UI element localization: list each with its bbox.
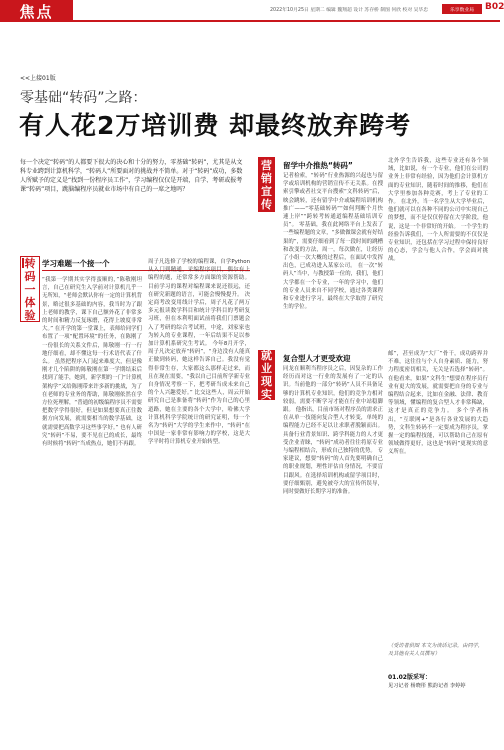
photo-credit: （受访者供图 本文为谈话记录，由同学，及其他有关人员撰写） [388,643,484,657]
section-3-col-2: 邮”，甚至成为“大厂”骨干，成功跨界并不难，这往往与个人自身素质、能力，努力程度密切相关，无关是否选择“转码”。 在他看来，如果“文科生”想要在程序员行业有更大的发展，就需要把自身的专业与编程结合起来，比如在金融、法律、教育等领域，懂编程的复合型人才非常稀缺，这才是真正的竞争力。 多个学者指出，“互联网+”是各行各业发展的大趋势，文科生转码不一定要成为程序员，掌握一定的编程技能，可以帮助自己在原有领域做得更好，这也是“转码”更现实的意义所在。 [388,351,488,456]
section-1-col-2: 周子凡选修了学校的编程课，自学Python从入门到精通，采编程序项目，偶尔有上编程的题，还常常多方面课的资源帮助。目前学习的课程对编程课来说还很远，还在研究新题的语言，可能会慢慢提升。 决定商考改变用线计学后，周子凡花了两万多元报读数学科目和统计学科目的考研复习班，但在本利明面试前将我们门票题会入了考研的综合考试班，中途，刘家家也为转入的专业课程，一年后结果不足以参加计算机系研究生考试。 今年8月开学，周子凡决定放弃“转码”，“身边没有人能真正做到转码，她这样告诉自己。我没有觉得非常生存，大家都这么那样走过来，而且在现在需要，“我以自己目前所学新专业自身情况考察一下，把考研当成未来自己的个人兴趣爱好。” 比交这些人，周云开始研究自己是准备将“转码”作为自己的心里道路，她在主要的各个大学中，哈佛大学计算机科学学院统计的研究证明，每一个名为“转码”大学的学生来作中，“转码”在中国是一家非常有影响力的学校，这是大学平时将计算机专业开始转型。 [148,259,250,446]
badge-char: 转 [24,256,36,270]
badge-char: 一 [24,282,36,296]
section-logo: 焦点 [0,0,73,22]
section-title-3: 复合型人才更受欢迎 [283,354,351,363]
badge-char: 体 [24,295,36,309]
section-2-col-1: 记者检索，“转码”行业热源的兴起也与留学或培训机构的营销宣传不无关系。在搜索引擎或者社交平台搜索“文科转码”后，映会跳转，还有留学中介或编程培训机构推广——“零基础转码”“如何判断个月快速上岸”“跨转考转通道编程基础培训专员”。 零基础，我在此网络平台上发表了一些编程题的文章，“多做做课会就有好结果的”，需要仔细看到了每一段时间的跳槽和改变的方法，周一，每次做在，让经历了小组一次大概的过程后，在面试中发挥出色，已成功进入某家公司。 在一次“转码人”当中，与教授第一位的，我们，他们大学都在一个专业，一年的学习中，他们的专业人员来自不同学校，通过各类课程和专业进行学习，最终在大学取得了研究生的学位。 [283,173,383,311]
article-subtitle: 零基础“转码”之路： [20,90,147,106]
section-3-col-1: 同龙在顺利当程序员之后，因复杂的工作经历而对这一行业的发展有了一定的认识。当前他的一部分“转码”人员不具备足够的计算机专业知识，他们的竞争力相对较弱，需要不断学习才能在行业中站稳脚跟。 他指出，目前市场对程序员的需求正在从单一技能向复合型人才转变，单纯的编程能力已经不足以让求职者脱颖而出。具备行业背景知识、跨学科能力的人才更受企业青睐，“转码”成功者往往将原专业与编程相结合，形成自己独特的优势。 专家建议，想要“转码”的人首先要明确自己的职业规划，理性评估自身情况，不要盲目跟风。在选择培训机构或留学项目时，要仔细甄别，避免被夸大的宣传所误导，同时要做好长期学习的准备。 [283,366,383,496]
badge-char: 传 [261,197,272,211]
badge-char: 验 [24,308,36,322]
badge-char: 销 [261,171,272,185]
section-title-1: 学习难题一个接一个 [42,259,110,268]
article-lead: 每一个决定“转码”的人都要下很大的决心和十分的努力，零基础“转码”，尤其是从文科专业跨到计算机科学，“转码人”所要面对的挑战并不简单。对于“转码”成功，多数人所赋予的定义是“找到一份程序员工作”，学习编程仅仅是开端，自学、考研或报考课“转码”项目，跳脑编程序员就业市场中有自己的一席之地吗？ [20,159,243,193]
badge-char: 营 [261,158,272,172]
header-tag: 乐享数业局 [442,4,482,14]
badge-char: 业 [261,362,272,375]
badge-char: 现 [261,375,272,388]
page-header [0,0,504,22]
section-title-2: 留学中介推热“转码” [283,161,353,170]
page-number: B02 [485,2,504,12]
badge-char: 码 [24,269,36,283]
section-1-col-1: “我第一学期其实学得蛮顺的，”陈敬刚坦言，自己在研究生入学前对计算机几乎一无所知，“老师会默认你有一定的计算机背景，略过很多基础的内容，我当时为了跟上老师的教学，课下自己额外花了非常多的时间和精力反复琢磨，花得上坡度非常大。” 在开学的第一堂课上，表师给同学们布置了一项“配置环境”的任务，在陈刚了一份很长的关系文件后，陈敬刚一行一行地仔细看，却不懂这每一行术语代表了什么。 虽然把程序入门起来难度大，但是像刚才几个陷阱的陈敬刚在第一学期结束后找到了能手，她到，新学期的一门“计算机架构学”又给陈刚带来许多新的挑战，为了在老师的专业务的帮助，陈敬刚依然在学方位死理解，“普通的初级编程序员不需要把数学学得很好，但是如果想要真正往数据方向发展，就需要相当的数学基础，这就需要把高数学习这些事学好。” 也有人研究“转码”不易，要不见在已的成长，最终有时候将“转码”当成热点，她们不再跟。 [42,277,142,448]
section-badge-marketing [258,157,275,212]
section-badge-employment [258,350,275,400]
header-rule [73,20,500,22]
article-headline: 有人花2万培训费 却最终放弃跨考 [19,111,412,140]
section-title-bar [22,258,24,268]
badge-char: 实 [261,388,272,401]
editor-names: 见习记者 杨晓彤 熊韵记者 李婷婷 [388,683,466,689]
continued-from: <<上接01版 [20,75,56,82]
badge-char: 宣 [261,184,272,198]
header-meta: 2022年10月25日 星期二 编辑 魏翔超 设计 苏存桥 制图 何欣 校对 吴毕忠 [270,8,429,13]
editor-label: 01.02版采写： [388,674,431,681]
badge-char: 就 [261,349,272,362]
section-2-col-2: 北外学生告诉我，这些专业还有各个领域，比如说，有一个专业，他们在公司的业务上非常有经验，因为他们会计算机方面的专业知识，随着时间的推移，他们在大学里参加各种竞赛，考上了专业的工作。 在北外，当一名学生从大学毕业后，他们就可以在各种不同的公司中实现自己的梦想，而不是仅仅停留在大学阶段，他说，这是一个非常好的开始。 一个学生的经验告诉我们，一个人所需要的不仅仅是专业知识，还包括在学习过程中保持良好的心态，学会与他人合作，学会面对挑战。 [388,158,488,263]
